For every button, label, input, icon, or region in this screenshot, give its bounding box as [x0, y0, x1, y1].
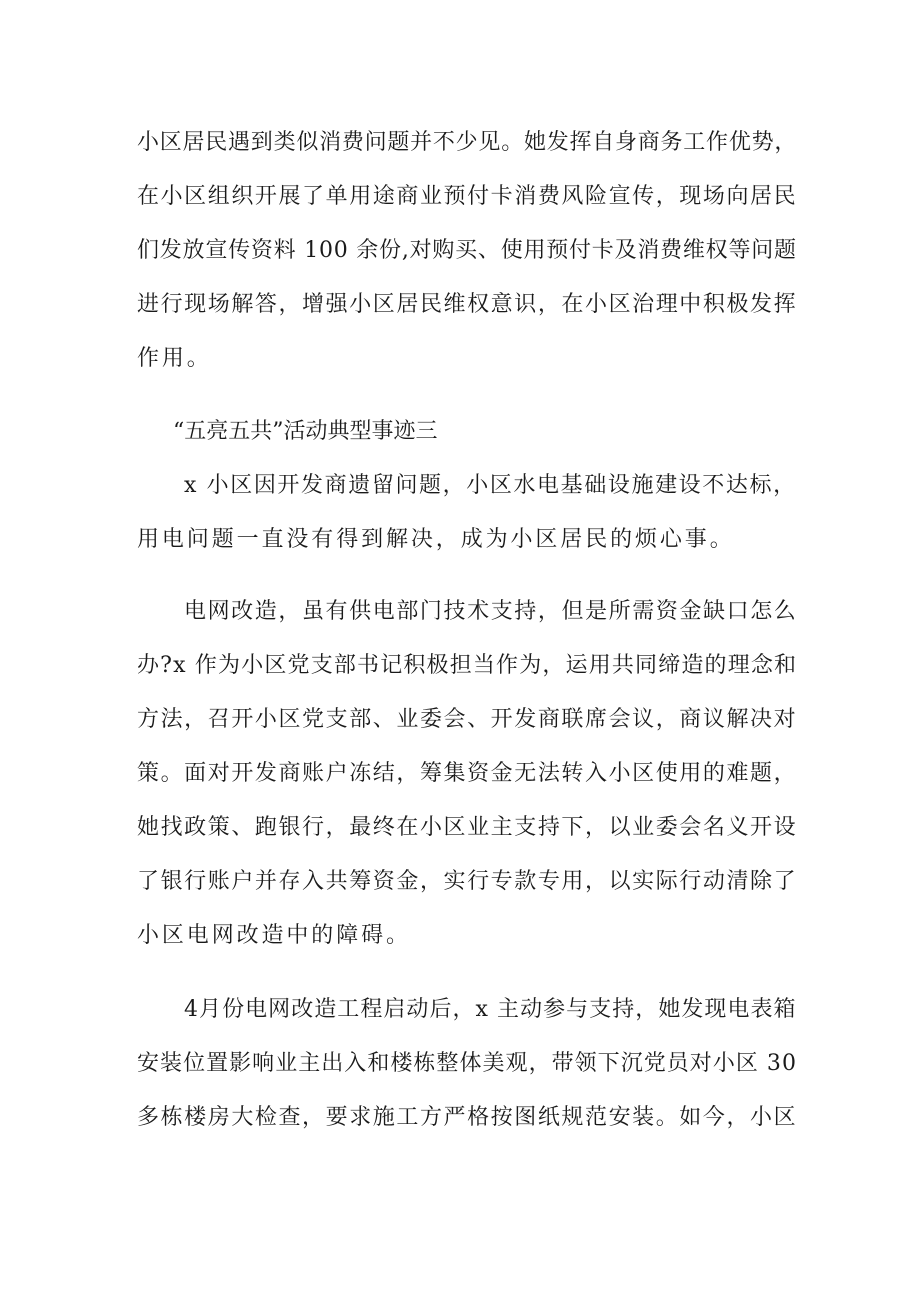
paragraph-2-line-2: 用电问题一直没有得到解决，成为小区居民的烦心事。: [137, 527, 735, 552]
paragraph-3-line-3: 方法，召开小区党支部、业委会、开发商联席会议，商议解决对: [137, 707, 798, 732]
paragraph-3-line-2: 办?x 作为小区党支部书记积极担当作为，运用共同缔造的理念和: [137, 653, 798, 678]
paragraph-1-line-3: 们发放宣传资料 100 余份,对购买、使用预付卡及消费维权等问题: [137, 238, 797, 263]
paragraph-4-line-1: 4月份电网改造工程启动后，x 主动参与支持，她发现电表箱: [184, 997, 797, 1022]
paragraph-2-line-1: x 小区因开发商遗留问题，小区水电基础设施建设不达标，: [184, 473, 797, 498]
paragraph-3-line-1: 电网改造，虽有供电部门技术支持，但是所需资金缺口怎么: [184, 599, 798, 624]
paragraph-1-line-1: 小区居民遇到类似消费问题并不少见。她发挥自身商务工作优势，: [137, 130, 798, 155]
paragraph-3-line-4: 策。面对开发商账户冻结，筹集资金无法转入小区使用的难题，: [137, 761, 798, 786]
paragraph-1-line-2: 在小区组织开展了单用途商业预付卡消费风险宣传，现场向居民: [137, 184, 798, 209]
paragraph-3-line-6: 了银行账户并存入共筹资金，实行专款专用，以实际行动清除了: [137, 869, 798, 894]
paragraph-1-line-4: 进行现场解答，增强小区居民维权意识，在小区治理中积极发挥: [137, 292, 798, 317]
section-heading: “五亮五共”活动典型事迹三: [173, 419, 438, 444]
paragraph-3-line-7: 小区电网改造中的障碍。: [137, 923, 411, 948]
paragraph-4-line-2: 安装位置影响业主出入和楼栋整体美观，带领下沉党员对小区 30: [137, 1051, 797, 1076]
paragraph-3-line-5: 她找政策、跑银行，最终在小区业主支持下，以业委会名义开设: [137, 815, 798, 840]
paragraph-1-line-5: 作用。: [137, 346, 212, 371]
paragraph-4-line-3: 多栋楼房大检查，要求施工方严格按图纸规范安装。如今，小区: [137, 1105, 798, 1130]
